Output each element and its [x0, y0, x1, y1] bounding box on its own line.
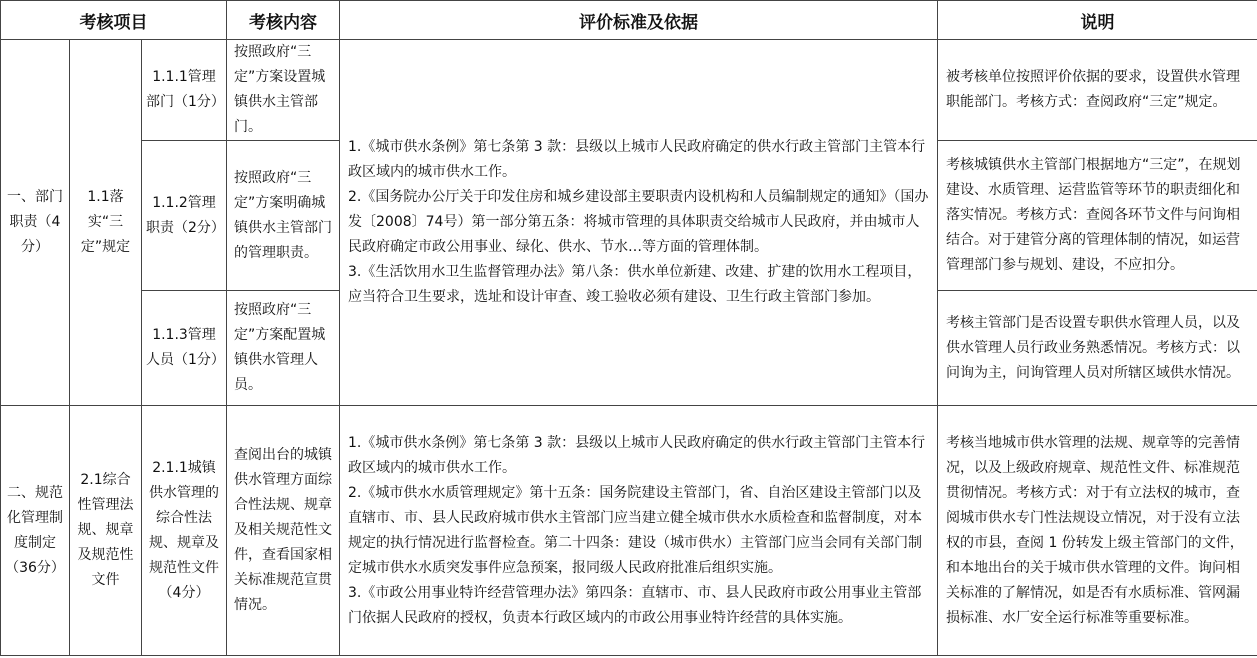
content-cell: 查阅出台的城镇供水管理方面综合性法规、规章及相关规范性文件，查看国家相关标准规范宣贯情况。 — [227, 406, 340, 656]
standard-clause: 2.《国务院办公厅关于印发住房和城乡建设部主要职责内设机构和人员编制规定的通知》（国办发〔2008〕74号）第一部分第五条：将城市管理的具体职责交给城市人民政府，并由城市人民政府确定市政公用事业、绿化、供水、节水…等方面的管理体制。 — [348, 189, 929, 255]
table-row — [1, 40, 1257, 141]
subcategory-cell: 1.1落实“三定”规定 — [70, 40, 142, 406]
standard-cell — [340, 40, 938, 406]
standard-clause: 2.《城市供水水质管理规定》第十五条：国务院建设主管部门，省、自治区建设主管部门以及直辖市、市、县人民政府城市供水主管部门应当建立健全城市供水水质检查和监督制度，对本规定的执行情况进行监督检查。第二十四条：建设（城市供水）主管部门应当会同有关部门制定城市供水水质突发事件应急预案，报同级人民政府批准后组织实施。 — [348, 484, 922, 576]
note-cell: 考核当地城市供水管理的法规、规章等的完善情况，以及上级政府规章、规范性文件、标准规范贯彻情况。考核方式：对于有立法权的城市，查阅城市供水专门性法规设立情况，对于没有立法权的市县，查阅 1 份转发上级主管部门的文件，和本地出台的关于城市供水管理的文件。询问相关标准的了解情况，如是否有水质标准、管网漏损标准、水厂安全运行标准等重要标准。 — [938, 406, 1257, 656]
note-cell: 考核主管部门是否设置专职供水管理人员，以及供水管理人员行政业务熟悉情况。考核方式：以问询为主，问询管理人员对所辖区域供水情况。 — [938, 291, 1257, 406]
item-cell: 1.1.3管理人员（1分） — [142, 291, 227, 406]
note-cell: 考核城镇供水主管部门根据地方“三定”，在规划建设、水质管理、运营监管等环节的职责细化和落实情况。考核方式：查阅各环节文件与问询相结合。对于建管分离的管理体制的情况，如运营管理部门参与规划、建设，不应扣分。 — [938, 141, 1257, 291]
content-cell: 按照政府“三定”方案设置城镇供水主管部门。 — [227, 40, 340, 141]
header-standard: 评价标准及依据 — [340, 1, 938, 40]
standard-clause: 3.《生活饮用水卫生监督管理办法》第八条：供水单位新建、改建、扩建的饮用水工程项目，应当符合卫生要求，选址和设计审查、竣工验收必须有建设、卫生行政主管部门参加。 — [348, 264, 922, 305]
standard-clause: 1.《城市供水条例》第七条第 3 款：县级以上城市人民政府确定的供水行政主管部门主管本行政区域内的城市供水工作。 — [348, 434, 926, 476]
item-cell: 1.1.1管理部门（1分） — [142, 40, 227, 141]
header-item: 考核项目 — [1, 1, 227, 40]
header-note: 说明 — [938, 1, 1257, 40]
item-cell: 2.1.1城镇供水管理的综合性法规、规章及规范性文件（4分） — [142, 406, 227, 656]
item-cell: 1.1.2管理职责（2分） — [142, 141, 227, 291]
standard-cell — [340, 406, 938, 656]
header-row — [1, 1, 1257, 40]
category-cell: 一、部门职责（4分） — [1, 40, 70, 406]
content-cell: 按照政府“三定”方案配置城镇供水管理人员。 — [227, 291, 340, 406]
table-row — [1, 406, 1257, 656]
content-cell: 按照政府“三定”方案明确城镇供水主管部门的管理职责。 — [227, 141, 340, 291]
standard-clause: 1.《城市供水条例》第七条第 3 款：县级以上城市人民政府确定的供水行政主管部门主管本行政区域内的城市供水工作。 — [348, 139, 926, 180]
standard-clause: 3.《市政公用事业特许经营管理办法》第四条：直辖市、市、县人民政府市政公用事业主管部门依据人民政府的授权，负责本行政区域内的市政公用事业特许经营的具体实施。 — [348, 584, 922, 626]
header-content: 考核内容 — [227, 1, 340, 40]
note-cell: 被考核单位按照评价依据的要求，设置供水管理职能部门。考核方式：查阅政府“三定”规定。 — [938, 40, 1257, 141]
subcategory-cell: 2.1综合性管理法规、规章及规范性文件 — [70, 406, 142, 656]
category-cell: 二、规范化管理制度制定（36分） — [1, 406, 70, 656]
